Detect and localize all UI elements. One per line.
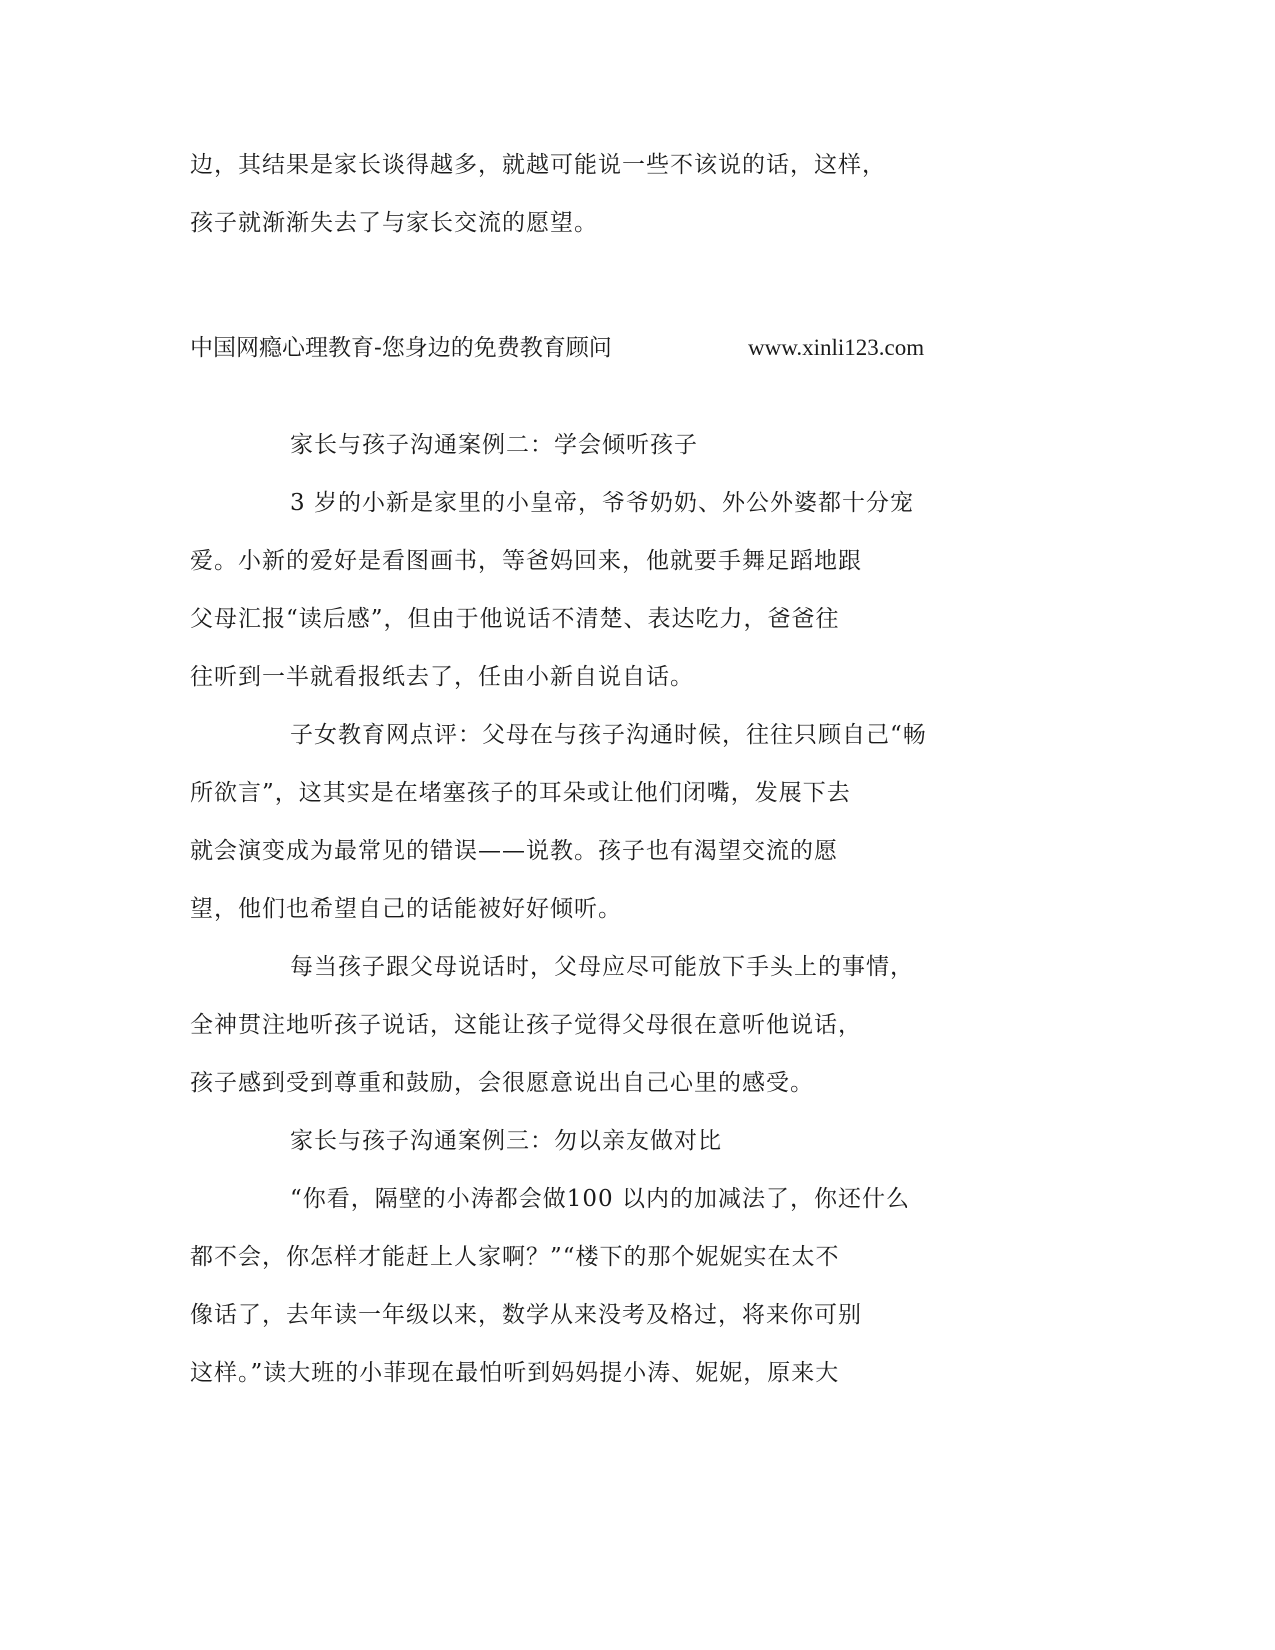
- paragraph-line: 全神贯注地听孩子说话，这能让孩子觉得父母很在意听他说话，: [190, 1012, 862, 1038]
- paragraph-line: 都不会，你怎样才能赶上人家啊？”“楼下的那个妮妮实在太不: [190, 1244, 840, 1270]
- site-header-url: www.xinli123.com: [748, 335, 925, 360]
- paragraph-line: 像话了，去年读一年级以来，数学从来没考及格过，将来你可别: [190, 1302, 862, 1328]
- paragraph-line: 望，他们也希望自己的话能被好好倾听。: [190, 896, 622, 922]
- paragraph-line: 父母汇报“读后感”，但由于他说话不清楚、表达吃力，爸爸往: [190, 606, 840, 632]
- paragraph-line: “你看，隔壁的小涛都会做100 以内的加减法了，你还什么: [290, 1186, 910, 1212]
- paragraph-line: 孩子就渐渐失去了与家长交流的愿望。: [190, 210, 598, 236]
- paragraph-line: 边，其结果是家长谈得越多，就越可能说一些不该说的话，这样，: [190, 152, 886, 178]
- paragraph-line: 所欲言”，这其实是在堵塞孩子的耳朵或让他们闭嘴，发展下去: [190, 780, 851, 806]
- paragraph-line: 爱。小新的爱好是看图画书，等爸妈回来，他就要手舞足蹈地跟: [190, 548, 862, 574]
- paragraph-line: 每当孩子跟父母说话时，父母应尽可能放下手头上的事情，: [290, 954, 914, 980]
- section-heading: 家长与孩子沟通案例三：勿以亲友做对比: [290, 1128, 722, 1154]
- paragraph-line: 3 岁的小新是家里的小皇帝，爷爷奶奶、外公外婆都十分宠: [290, 490, 914, 516]
- paragraph-line: 孩子感到受到尊重和鼓励，会很愿意说出自己心里的感受。: [190, 1070, 814, 1096]
- paragraph-line: 子女教育网点评：父母在与孩子沟通时候，往往只顾自己“畅: [290, 722, 927, 748]
- paragraph-line: 往听到一半就看报纸去了，任由小新自说自话。: [190, 664, 694, 690]
- site-header-title: 中国网瘾心理教育-您身边的免费教育顾问: [190, 335, 612, 361]
- paragraph-line: 就会演变成为最常见的错误——说教。孩子也有渴望交流的愿: [190, 838, 838, 864]
- paragraph-line: 这样。”读大班的小菲现在最怕听到妈妈提小涛、妮妮，原来大: [190, 1360, 840, 1386]
- section-heading: 家长与孩子沟通案例二：学会倾听孩子: [290, 432, 698, 458]
